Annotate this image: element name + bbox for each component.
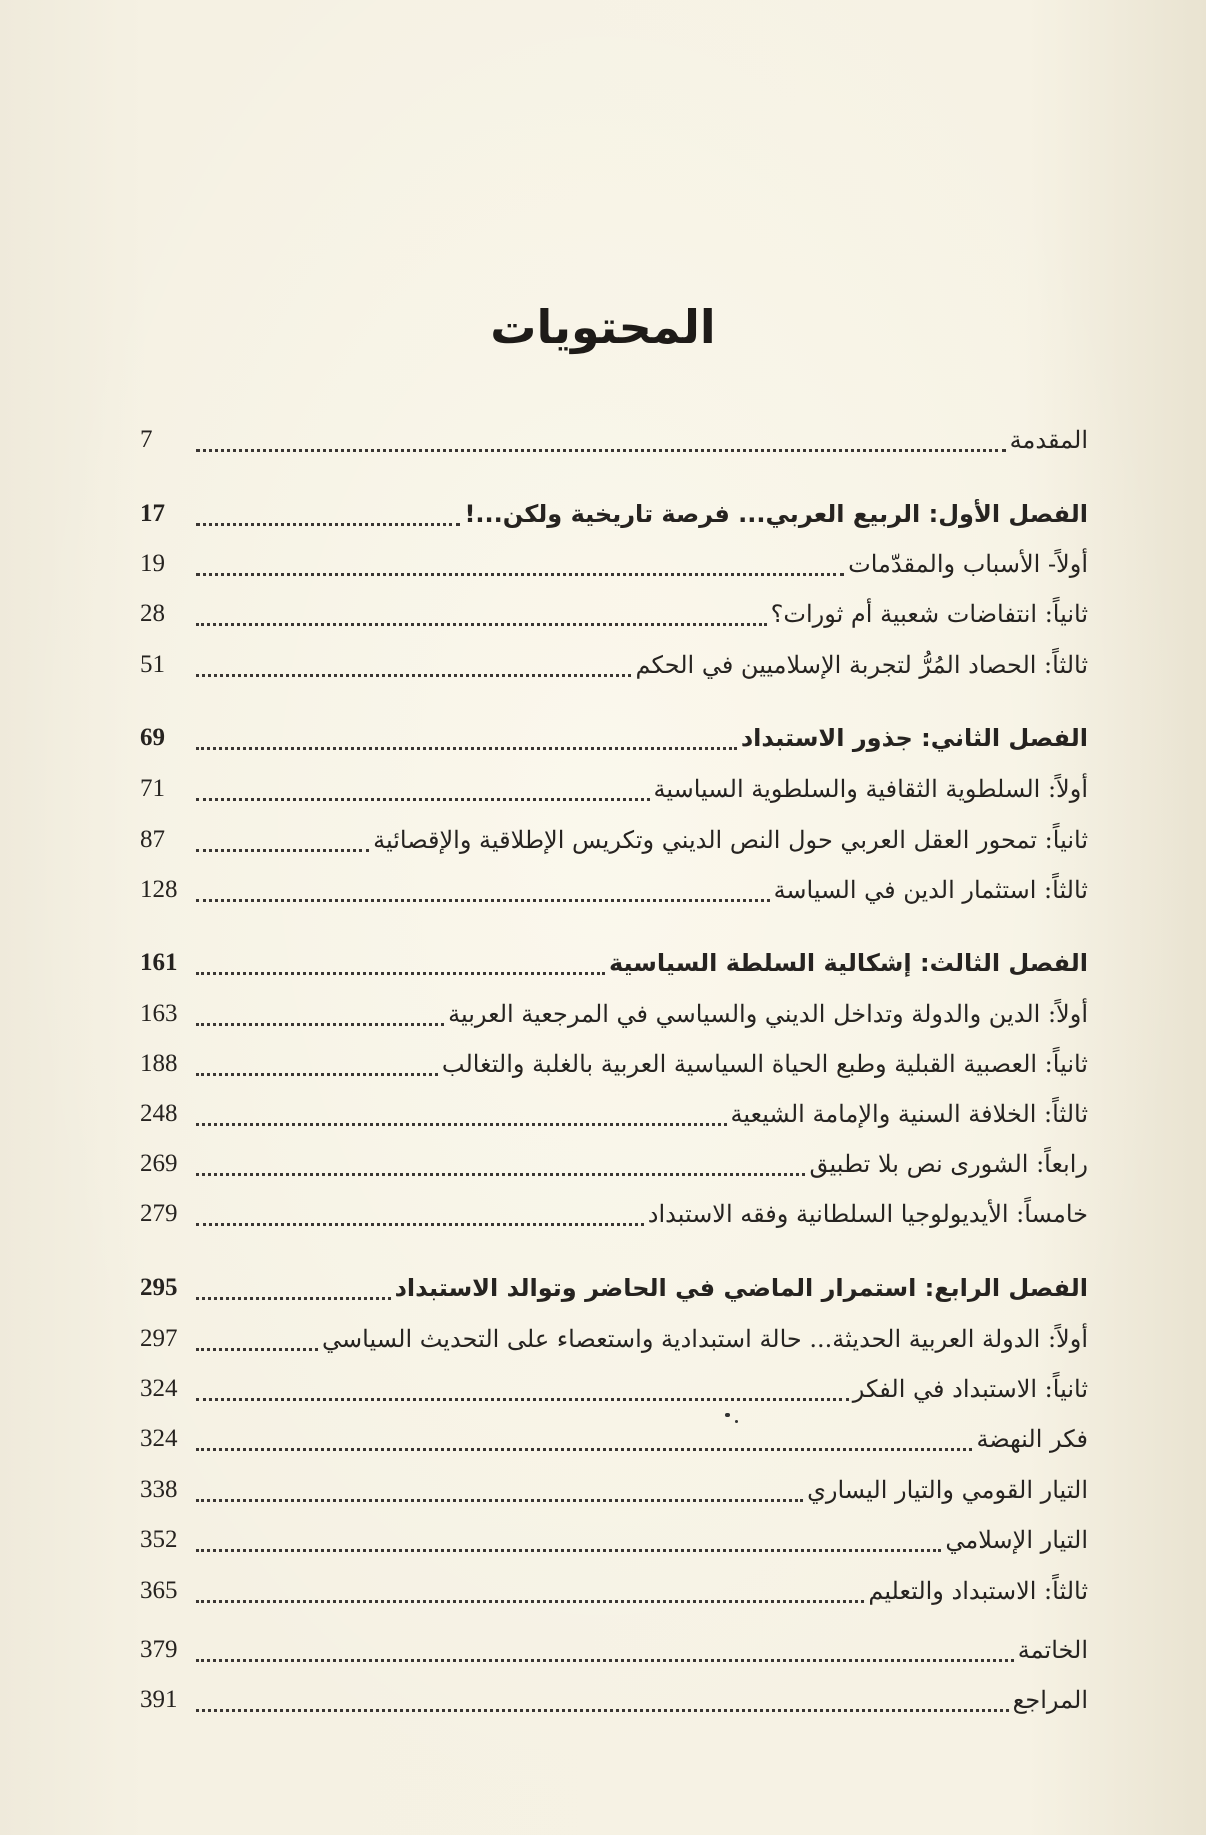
toc-page-number: 324 [140, 1425, 178, 1452]
toc-entry-title: ثالثاً: الخلافة السنية والإمامة الشيعية [730, 1100, 1088, 1128]
toc-page-number: 128 [140, 876, 178, 903]
toc-entry [140, 870, 1088, 910]
toc-entry-title: أولاً: الدولة العربية الحديثة... حالة استبدادية واستعصاء على التحديث السياسي [322, 1325, 1088, 1353]
toc-page-number: 352 [140, 1526, 178, 1553]
dot-leader [196, 1319, 318, 1359]
toc-entry [140, 1369, 1088, 1409]
toc-page-number: 188 [140, 1050, 178, 1077]
toc-chapter-entry [140, 494, 1088, 534]
toc-entry-title: ثانياً: الاستبداد في الفكر [852, 1375, 1088, 1403]
toc-entry [140, 820, 1088, 860]
toc-entry-title: الخاتمة [1017, 1636, 1088, 1664]
toc-entry-title: المقدمة [1009, 426, 1088, 454]
toc-entry [140, 1680, 1088, 1720]
toc-entry [140, 1630, 1088, 1670]
toc-entry [140, 544, 1088, 584]
toc-page-number: 338 [140, 1476, 178, 1503]
toc-chapter-entry [140, 943, 1088, 983]
toc-entry [140, 594, 1088, 634]
toc-entry [140, 1094, 1088, 1134]
toc-page-number: 391 [140, 1686, 178, 1713]
toc-page-number: 161 [140, 949, 178, 976]
toc-entry [140, 1044, 1088, 1084]
toc-page-number: 51 [140, 651, 165, 678]
dot-leader [196, 1144, 805, 1184]
dot-leader [196, 1680, 1009, 1720]
toc-entry-title: المراجع [1012, 1686, 1088, 1714]
toc-entry [140, 1470, 1088, 1510]
toc-page-number: 295 [140, 1274, 178, 1301]
dot-leader [196, 544, 844, 584]
toc-entry-title: أولاً: الدين والدولة وتداخل الديني والسياسي في المرجعية العربية [448, 1000, 1088, 1028]
toc-entry-title: أولاً- الأسباب والمقدّمات [848, 550, 1088, 578]
toc-page-number: 17 [140, 500, 165, 527]
toc-page-number: 365 [140, 1577, 178, 1604]
toc-page-number: 279 [140, 1200, 178, 1227]
toc-entry-title: الفصل الثالث: إشكالية السلطة السياسية [608, 949, 1088, 977]
toc-chapter-entry [140, 1268, 1088, 1308]
toc-entry [140, 1520, 1088, 1560]
toc-entry-title: ثالثاً: استثمار الدين في السياسة [773, 876, 1088, 904]
ink-speck [735, 1420, 738, 1423]
toc-entry [140, 1419, 1088, 1459]
toc-entry-title: أولاً: السلطوية الثقافية والسلطوية السياسية [653, 775, 1088, 803]
dot-leader [196, 1194, 644, 1234]
toc-entry-title: ثانياً: انتفاضات شعبية أم ثورات؟ [770, 600, 1088, 628]
toc-entry [140, 769, 1088, 809]
page-title: المحتويات [490, 300, 716, 354]
toc-entry-title: رابعاً: الشورى نص بلا تطبيق [809, 1150, 1088, 1178]
dot-leader [196, 994, 444, 1034]
toc-entry-title: الفصل الرابع: استمرار الماضي في الحاضر وتوالد الاستبداد [394, 1274, 1088, 1302]
dot-leader [196, 943, 605, 983]
dot-leader [196, 1520, 941, 1560]
toc-page-number: 297 [140, 1325, 178, 1352]
toc-page-number: 69 [140, 724, 165, 751]
dot-leader [196, 494, 460, 534]
toc-page-number: 248 [140, 1100, 178, 1127]
toc-entry [140, 1194, 1088, 1234]
toc-page-number: 379 [140, 1636, 178, 1663]
toc-entry-title: الفصل الثاني: جذور الاستبداد [740, 724, 1088, 752]
toc-entry [140, 1571, 1088, 1611]
dot-leader [196, 870, 770, 910]
toc-entry-title: خامساً: الأيديولوجيا السلطانية وفقه الاستبداد [647, 1200, 1088, 1228]
toc-page-number: 87 [140, 826, 165, 853]
ink-speck [725, 1413, 730, 1417]
toc-entry-title: ثانياً: العصبية القبلية وطبع الحياة السياسية العربية بالغلبة والتغالب [441, 1050, 1088, 1078]
toc-entry [140, 420, 1088, 460]
toc-page-number: 19 [140, 550, 165, 577]
dot-leader [196, 820, 369, 860]
dot-leader [196, 1044, 438, 1084]
dot-leader [196, 594, 767, 634]
toc-entry-title: التيار الإسلامي [945, 1526, 1088, 1554]
toc-page-number: 324 [140, 1375, 178, 1402]
dot-leader [196, 1369, 849, 1409]
toc-entry-title: الفصل الأول: الربيع العربي... فرصة تاريخية ولكن...! [464, 500, 1088, 528]
toc-entry [140, 1319, 1088, 1359]
toc-page-number: 28 [140, 600, 165, 627]
toc-entry-title: فكر النهضة [976, 1425, 1088, 1453]
toc-page-number: 269 [140, 1150, 178, 1177]
dot-leader [196, 769, 650, 809]
dot-leader [196, 1571, 864, 1611]
dot-leader [196, 1094, 727, 1134]
toc-page-number: 71 [140, 775, 165, 802]
toc-page-number: 163 [140, 1000, 178, 1027]
toc-entry-title: ثالثاً: الحصاد المُرُّ لتجربة الإسلاميين في الحكم [635, 651, 1088, 679]
dot-leader [196, 718, 737, 758]
toc-chapter-entry [140, 718, 1088, 758]
dot-leader [196, 420, 1006, 460]
toc-entry-title: التيار القومي والتيار اليساري [807, 1476, 1088, 1504]
dot-leader [196, 1630, 1014, 1670]
toc-entry [140, 645, 1088, 685]
toc-entry [140, 994, 1088, 1034]
toc-entry-title: ثالثاً: الاستبداد والتعليم [868, 1577, 1088, 1605]
toc-entry [140, 1144, 1088, 1184]
dot-leader [196, 1470, 803, 1510]
dot-leader [196, 1268, 391, 1308]
dot-leader [196, 1419, 972, 1459]
toc-entry-title: ثانياً: تمحور العقل العربي حول النص الديني وتكريس الإطلاقية والإقصائية [373, 826, 1088, 854]
toc-page-number: 7 [140, 426, 153, 453]
dot-leader [196, 645, 631, 685]
